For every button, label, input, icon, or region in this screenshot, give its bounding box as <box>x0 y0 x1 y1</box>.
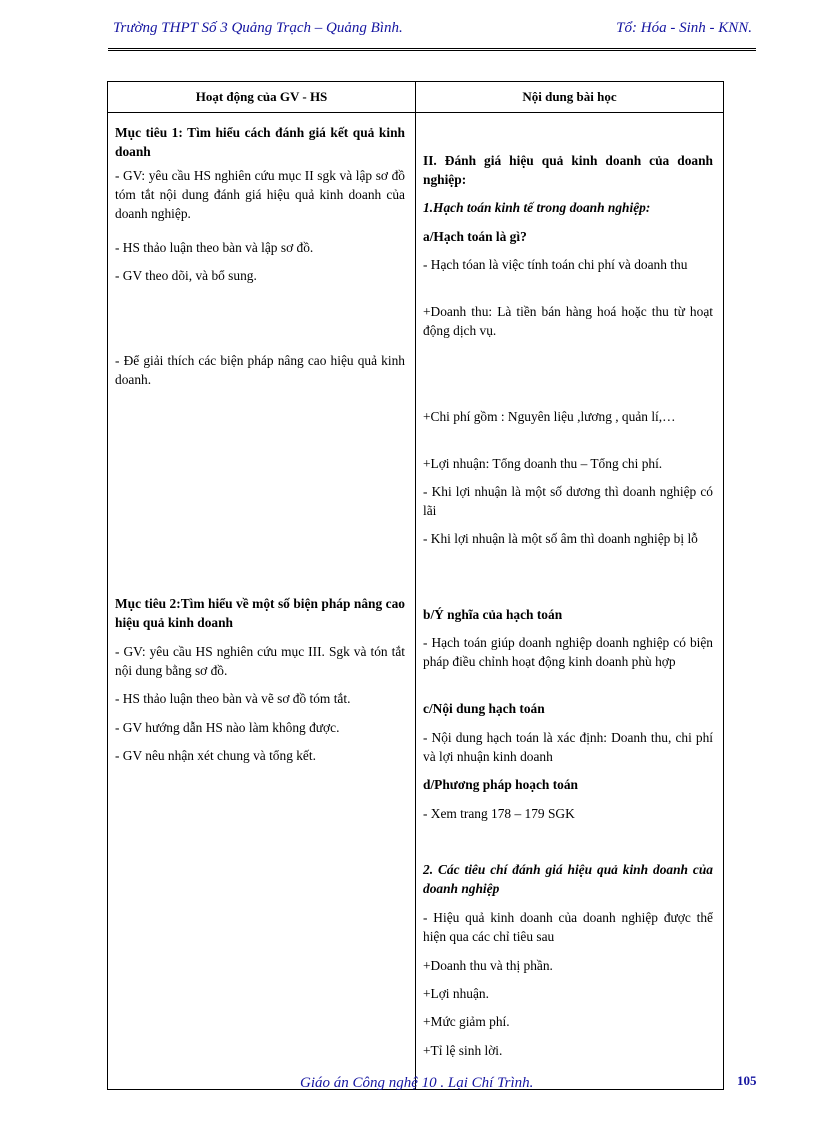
teacher-student-activity-cell <box>108 113 416 1090</box>
part-b-text-1: - Hạch toán giúp doanh nghiệp doanh nghiệp có biện pháp điều chỉnh hoạt động kinh doanh phù hợp <box>423 635 713 669</box>
subsection-1-title: 1.Hạch toán kinh tế trong doanh nghiệp: <box>423 200 651 215</box>
part-a-text-1: - Hạch tóan là việc tính toán chi phí và doanh thu <box>423 257 688 272</box>
header-school: Trường THPT Số 3 Quảng Trạch – Quảng Bình. <box>113 20 403 36</box>
part-b-title: b/Ý nghĩa của hạch toán <box>423 607 563 622</box>
objective-1-step-4: - Để giải thích các biện pháp nâng cao hiệu quả kinh doanh. <box>115 353 405 387</box>
objective-1-title: Mục tiêu 1: Tìm hiểu cách đánh giá kết quả kinh doanh <box>115 125 405 159</box>
part-d-text-1: - Xem trang 178 – 179 SGK <box>423 806 575 821</box>
objective-2-step-3: - GV hướng dẫn HS nào làm không được. <box>115 720 340 735</box>
objective-2-step-4: - GV nêu nhận xét chung và tổng kết. <box>115 748 316 763</box>
part-a-text-2: +Doanh thu: Là tiền bán hàng hoá hoặc thu từ hoạt động dịch vụ. <box>423 304 713 338</box>
table-body-row <box>108 113 724 1090</box>
part-c-title: c/Nội dung hạch toán <box>423 701 545 716</box>
part-a-text-3: +Chi phí gồm : Nguyên liệu ,lương , quản lí,… <box>423 409 676 424</box>
left-column-header: Hoạt động của GV - HS <box>108 82 416 113</box>
header-department: Tổ: Hóa - Sinh - KNN. <box>616 20 752 36</box>
objective-2-title: Mục tiêu 2:Tìm hiểu về một số biện pháp nâng cao hiệu quả kinh doanh <box>115 596 405 630</box>
subsection-2-text-5: +Tỉ lệ sinh lời. <box>423 1043 503 1058</box>
part-a-title: a/Hạch toán là gì? <box>423 229 527 244</box>
part-c-text-1: - Nội dung hạch toán là xác định: Doanh thu, chi phí và lợi nhuận kinh doanh <box>423 730 713 764</box>
header-rule-top <box>108 48 756 49</box>
right-column-header: Nội dung bài học <box>416 82 724 113</box>
page-number: 105 <box>737 1073 757 1088</box>
subsection-2-text-3: +Lợi nhuận. <box>423 986 489 1001</box>
table-header-row <box>108 82 724 113</box>
part-a-text-5: - Khi lợi nhuận là một số dương thì doanh nghiệp có lãi <box>423 484 713 518</box>
subsection-2-text-2: +Doanh thu và thị phần. <box>423 958 553 973</box>
objective-2-step-1: - GV: yêu cầu HS nghiên cứu mục III. Sgk và tón tắt nội dung bằng sơ đồ. <box>115 644 405 678</box>
lesson-table <box>107 81 724 1090</box>
objective-1-step-3: - GV theo dõi, và bổ sung. <box>115 268 257 283</box>
part-a-text-6: - Khi lợi nhuận là một số âm thì doanh nghiệp bị lỗ <box>423 531 698 546</box>
objective-1-step-2: - HS thảo luận theo bàn và lập sơ đồ. <box>115 240 314 255</box>
lesson-content-cell <box>416 113 724 1090</box>
footer-title: Giáo án Công nghệ 10 . Lại Chí Trình. <box>300 1075 534 1091</box>
subsection-2-title: 2. Các tiêu chí đánh giá hiệu quả kinh doanh của doanh nghiệp <box>423 862 713 896</box>
objective-1-step-1: - GV: yêu cầu HS nghiên cứu mục II sgk và lập sơ đồ tóm tắt nội dung đánh giá hiệu quả kinh doanh của doanh nghiệp. <box>115 168 405 221</box>
header-rule-bottom <box>108 50 756 51</box>
objective-2-step-2: - HS thảo luận theo bàn và vẽ sơ đồ tóm tắt. <box>115 691 351 706</box>
subsection-2-text-1: - Hiệu quả kinh doanh của doanh nghiệp được thể hiện qua các chỉ tiêu sau <box>423 910 713 944</box>
part-a-text-4: +Lợi nhuận: Tổng doanh thu – Tổng chi phí. <box>423 456 663 471</box>
section-2-title: II. Đánh giá hiệu quả kinh doanh của doanh nghiệp: <box>423 153 713 187</box>
subsection-2-text-4: +Mức giảm phí. <box>423 1014 510 1029</box>
part-d-title: d/Phương pháp hoạch toán <box>423 777 578 792</box>
